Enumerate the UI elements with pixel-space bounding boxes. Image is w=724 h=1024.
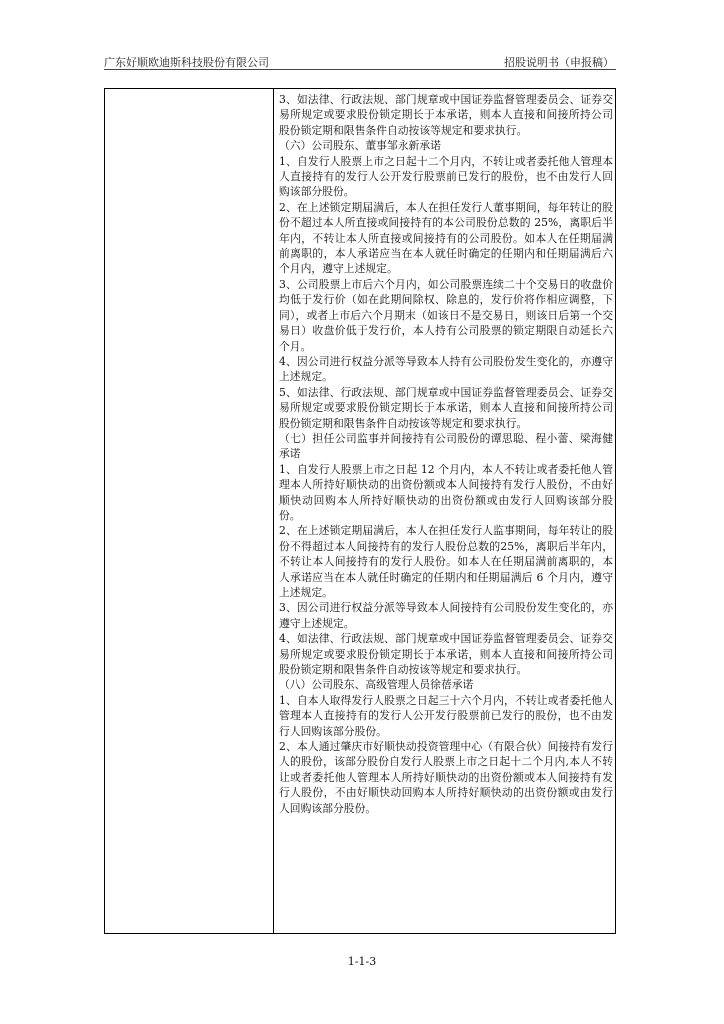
page-number: 1-1-3 [347, 955, 377, 968]
paragraph: 4、因公司进行权益分派等导致本人持有公司股份发生变化的，亦遵守上述规定。 [279, 354, 613, 384]
section-heading: （六）公司股东、董事邹永新承诺 [279, 139, 441, 153]
paragraph: 2、本人通过肇庆市好顺快动投资管理中心（有限合伙）间接持有发行人的股份，该部分股份自发行人股票上市之日起十二个月内,本人不转让或者委托他人管理本人所持好顺快动的出资份额或本人间接持有发行人股份，不由好顺快动回购本人所持好顺快动的出资份额或由发行人回购该部分股份。 [279, 740, 613, 815]
paragraph: 4、如法律、行政法规、部门规章或中国证券监督管理委员会、证券交易所规定或要求股份锁定期长于本承诺，则本人直接和间接所持公司股份锁定期和限售条件自动按该等规定和要求执行。 [279, 632, 613, 677]
paragraph: 3、因公司进行权益分派等导致本人间接持有公司股份发生变化的，亦遵守上述规定。 [279, 601, 613, 630]
document-title: 招股说明书（申报稿） [504, 56, 614, 69]
header-divider [104, 69, 616, 70]
paragraph: 2、在上述锁定期届满后，本人在担任发行人董事期间，每年转让的股份不超过本人所直接或间接持有的本公司股份总数的 25%，离职后半年内，不转让本人所直接或间接持有的公司股份。如本人在任期届满前离职的，本人承诺应当在本人就任时确定的任期内和任期届满后六个月内，遵守上述规定。 [279, 200, 613, 276]
section-heading: （七）担任公司监事并间接持有公司股份的谭思聪、程小蕾、梁海健承诺 [279, 431, 613, 461]
paragraph: 3、公司股票上市后六个月内，如公司股票连续二十个交易日的收盘价均低于发行价（如在此期间除权、除息的，发行价将作相应调整，下同），或者上市后六个月期末（如该日不是交易日，则该日后第一个交易日）收盘价低于发行价，本人持有公司股票的锁定期限自动延长六个月。 [279, 277, 613, 353]
paragraph: 1、自本人取得发行人股票之日起三十六个月内，不转让或者委托他人管理本人直接持有的发行人公开发行股票前已发行的股份，也不由发行人回购该部分股份。 [279, 693, 613, 738]
commitment-table [104, 88, 616, 934]
paragraph: 5、如法律、行政法规、部门规章或中国证券监督管理委员会、证券交易所规定或要求股份锁定期长于本承诺，则本人直接和间接所持公司股份锁定期和限售条件自动按该等规定和要求执行。 [279, 385, 613, 430]
company-name: 广东好顺欧迪斯科技股份有限公司 [104, 56, 269, 69]
paragraph: 3、如法律、行政法规、部门规章或中国证券监督管理委员会、证券交易所规定或要求股份锁定期长于本承诺，则本人直接和间接所持公司股份锁定期和限售条件自动按该等规定和要求执行。 [279, 93, 613, 137]
section-heading: （八）公司股东、高级管理人员徐蓓承诺 [279, 678, 474, 692]
paragraph: 1、自发行人股票上市之日起十二个月内，不转让或者委托他人管理本人直接持有的发行人公开发行股票前已发行的股份，也不由发行人回购该部分股份。 [279, 154, 613, 199]
commitment-text-cell [279, 92, 613, 816]
paragraph: 2、在上述锁定期届满后，本人在担任发行人监事期间，每年转让的股份不得超过本人间接持有的发行人股份总数的25%，离职后半年内，不转让本人间接持有的发行人股份。如本人在任期届满前离职的，本人承诺应当在本人就任时确定的任期内和任期届满后 6 个月内，遵守上述规定。 [279, 524, 613, 599]
paragraph: 1、自发行人股票上市之日起 12 个月内，本人不转让或者委托他人管理本人所持好顺快动的出资份额或本人间接持有发行人股份，不由好顺快动回购本人所持好顺快动的出资份额或由发行人回购该部分股份。 [279, 462, 613, 522]
column-divider [273, 89, 274, 933]
